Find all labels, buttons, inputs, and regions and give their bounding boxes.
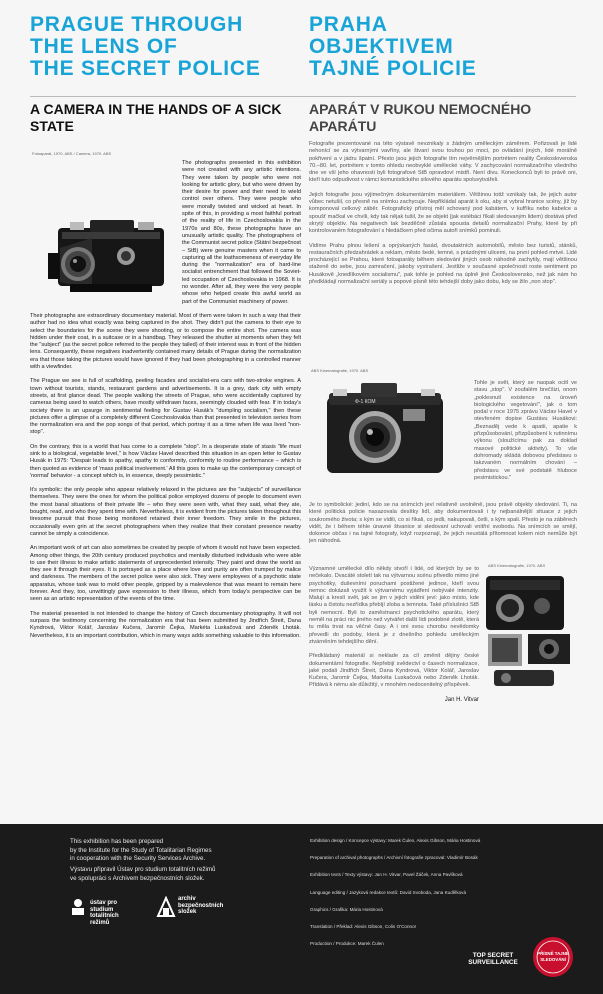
english-paragraph: The material presented is not intended to change the history of Czech documentary photography. It will not surpass the testimony concerning the normalization era that has been submitted by Jindřich Štreit, Dana Kyndrová, Viktor Kolář, Jaroslav Kučera, Jaromír Čejka, Markéta Luskačová and Zdeněk Lhoták. Nevertheless, it is an important contribution, which in many ways adds something valuable to this information. xyxy=(30,610,301,639)
footer-intro-czech: Výstavu připravil Ústav pro studium totalitních režimů ve spolupráci s Archivem bezpečnostních složek. xyxy=(70,866,216,882)
rangefinder-camera-photo xyxy=(309,375,459,493)
czech-paragraph: Fotografie prezentované na této výstavě nevznikaly s žádným uměleckým záměrem. Pořizovali je lidé nehonící se za výtvarnými vavříny, ale štvaní svou touhou po moci, po ovládání jiných, lidé morálně pokřivení a v jádru špatní. Přesto jsou jejich fotografie tím nejvěrnějším portrétem reality Československa 70.–80. let, portrétem v tomto ohledu neobvyklé umělecké váhy. V zachycování normalizačního všedního dne ve vší jeho ohavnosti byli fotografové StB opravdoví mistři. Není divu. Koneckonců byli to právě oni, kteří tuto odpudivost v rámci komunistického silového aparátu spoluvytvářeli. xyxy=(309,141,577,184)
credit-line: Exhibition texts / Texty výstavy: Jan H. Vitvar, Pavel Žáček, Anna Pavlíková xyxy=(310,872,463,878)
czech-text-narrow xyxy=(309,566,479,711)
photo-caption: Fotoaparát, 1970. ABS / Camera, 1970. ABS xyxy=(32,151,112,156)
top-secret-logo-text: TOP SECRET SURVEILLANCE xyxy=(468,952,518,967)
subtitle-czech: APARÁT V RUKOU NEMOCNÉHO APARÁTU xyxy=(309,101,532,134)
abs-logo-icon xyxy=(156,896,176,918)
credit-line: Language editing / Jazyková redakce textů: David Svoboda, Jana Kudělková xyxy=(310,889,467,895)
seal-text: PŘÍSNĚ TAJNÉ SLEDOVÁNÍ xyxy=(537,951,569,962)
photo-caption: ABS Kinematografie, 1970. ABS xyxy=(311,368,369,373)
czech-paragraph: Je to symbolické: jediní, kdo se na snímcích jeví relativně uvolněně, jsou právě objekty sledování. Ti, na které politická policie nasazovala desítky lidí, aby dokumentovali i ty nejbanálnější situace z jejich soukromého života; s kým se vídili, co si říkali, co jedli, nakupovali, četli, s kým spali. Přesto je na záběrech vidět, že i během téhle únavné štvanice si sledovaní uchovali vnitřní svobodu. Na snímcích se smějí, dokonce občas i na tajné fotografy, když rozpoznají, že jejich neustálá přítomnost kolem nich nemůže být jen náhodná. xyxy=(309,502,577,545)
sledovani-seal xyxy=(532,936,574,978)
ustr-logo-icon xyxy=(70,898,86,916)
czech-sidebar-text xyxy=(474,380,577,489)
footer xyxy=(0,824,603,994)
czech-paragraph: Jejich fotografie jsou výjimečným dokumentárním materiálem. Většinou totiž vznikaly tak, že jejich autor vůbec netušil, co přesně na snímku zachycuje. Nepřikládal aparát k oku, aby si vybral hranice scény, jíž by komponoval celkový záběr. Fotografický přístroj měl schovaný pod kabátem, v kufříku nebo kabelce a spoušť mačkal ve chvíli, kdy tak nějak tušil, že se objekt (jak estébáci říkali sledovaným lidem) dostává před skrytý objektiv. Na negativech tak bezděčně zůstala spousta detailů normalizační Prahy, které by při kontrolovaném fotografování s hledáčkem před očima autoři snímků pominuli. xyxy=(309,191,577,235)
subtitle-english: A CAMERA IN THE HANDS OF A SICK STATE xyxy=(30,101,282,134)
czech-text-top xyxy=(309,141,577,293)
english-paragraph: It's symbolic: the only people who appear relatively relaxed in the pictures are the "subjects" of surveillance themselves. They were the ones for whom the political police employed dozens of people to document even the most banal situations of their private life – who they were seen with, what they said, what they ate, bought, read, and who they spent time with. Nevertheless, it is evident from the pictures taken throughout this tiresome pursuit that those being monitored retained their inner freedom. They smile in the pictures, occasionally even grin at the secret photographers when they realize that their constant presence nearby cannot be simply a coincidence. xyxy=(30,487,301,537)
english-text-column xyxy=(30,160,301,647)
title-english: PRAGUE THROUGH THE LENS OF THE SECRET POLICE xyxy=(30,13,261,80)
spy-camera-kit-photo xyxy=(480,570,578,694)
ustr-logo-text: ústav pro studium totalitních režimů xyxy=(90,900,119,926)
credit-line: Production / Produkce: Marek Čulen xyxy=(310,941,384,947)
photo-caption: ABS Kinematografie, 1970. ABS xyxy=(488,563,546,568)
credits-list xyxy=(310,838,570,958)
svg-text:Ф-1 КОМ: Ф-1 КОМ xyxy=(355,399,376,405)
czech-paragraph: Tohle je svět, který se naopak ocitl ve stavu „stop". V zoufalém brečšizi, onom „poklesnutí existence na úroveň biologického vegetování", jak o tom podal v roce 1975 zprávu Václav Havel v otevřeném dopise Gustávu Husákovi: „Beznaděj vede k apatii, apatie k přizpůsobování, přizpůsobení k rutinnímu výkonu (sloužícímu pak za doklad masové politické aktivity). To vše dohromady skládá dobovou představu o takzvaném normálním chování – představu ve své podstatě hluboce pesimistickou." xyxy=(474,380,577,481)
english-paragraph: The photographs presented in this exhibition were not created with any artistic intentions. They were taken by people who were not looking for artistic glory, but who were driven by their desire for power and their need to wield control over others. They were people who were morally twisted and wicked at heart. In spite of this, in providing a most faithful portrait of the reality of life in Czechoslovakia in the 1970s and 80s, these photographs have an unusually artistic quality. The photographers of the Communist secret police (Státní bezpečnost – StB) were genuine masters when it came to capturing all the loathsomeness of everyday life during the "normalization" era of hard-line socialist entrenchment that followed the Soviet-led occupation of Czechoslovakia in 1968. It is no wonder. After all, they were the very people whose who helped create this awful world as part of the Communist machinery of power. xyxy=(182,160,301,305)
signature: Jan H. Vitvar xyxy=(444,696,479,703)
czech-paragraph: Významné umělecké dílo někdy stvoří i lidé, od kterých by se to nečekalo. Dvacáté století tak na výtvarnou scénu přivedlo mimo jiné psychotiky, duševními poruchami postižené jedince, kteří svou nemoc dokázali využít k výtvarnému vyjádření nebývalé intenzity. Malují a kreslí svět, jak se jim v jejich vidění jeví: jako místo, kde lásku a čistotu nezřídka přebíjí zloba a temnota. Také příslušníci StB byli nemocní. Byli to zaměstnanci psychotického aparátu, který neměl na práci nic jiného než vytvářet další lidi podobné zlotě, která tu měla trvat na věčné časy. A i oni svou chorobu nevědomky převedli do podoby, která je z dnešního pohledu uměleckým ztvárněním tehdejšího dění. xyxy=(309,566,479,645)
english-paragraph: An important work of art can also sometimes be created by people of whom it would not have been expected. Among other things, the 20th century produced psychotics and mentally disturbed individuals who were able to use their illness to make artistic statements of unprecedented intensity. They paint and draw the world as they see it through their eyes. It is portrayed as a place where love and purity are often trumped by malice and darkness. The members of the secret police were also sick. They were employees of a psychotic state apparatus, whose task was to mold other people, gripped by a malevolence that was meant to remain here forever. And they, too, unwittingly gave expression to their illness, which from today's perspective can be seen as an artistic representation of the events of the time. xyxy=(30,545,301,603)
czech-text-middle xyxy=(309,502,577,553)
abs-logo-text: archiv bezpečnostních složek xyxy=(178,896,224,916)
top-secret-logo xyxy=(458,952,528,967)
czech-paragraph: Vidíme Prahu plnou lešení a oprýskaných fasád, dvoutaktních automobilů, město bez turistů, stánků, restauračních předzahrádek a reklam, město šedé, temné, s prázdnými ulicemi, na první pohled mrtvé. Lidé procházející se Prahou, které fotoaparáty během sledování jiných osob náhodně zachytily, mají většinou staženě do sebe, jsou zamračení, jakoby vystrašení. Jestliže v současné společnosti roste sentiment po Husákově „knedlíkovém socialismu", pak tohle je pohled na úplně jiné Československo, než jak nám ho předkládají normalizační seriály a popové písně této tehdejší doby jako dobu, kdy se žilo „non stop". xyxy=(309,242,577,286)
english-paragraph: On the contrary, this is a world that has come to a complete "stop". In a desperate state of stasis "life must sink to a biological, vegetable level," is how Václav Havel described this situation in an open letter to Gustav Husák in 1975: "Despair leads to apathy, apathy to conformity, conformity to routine performance – which is then quoted as evidence of 'mass political involvement.' All this goes to make up the contemporary concept of 'normal' behavior - a concept which is, in essence, deeply pessimistic." xyxy=(30,443,301,479)
header-divider xyxy=(30,96,576,97)
footer-intro-english: This exhibition has been prepared by the Institute for the Study of Totalitarian Regimes in cooperation with the Security Services Archive. xyxy=(70,838,212,862)
title-czech: PRAHA OBJEKTIVEM TAJNÉ POLICIE xyxy=(309,13,477,80)
czech-paragraph: Předkládaný materiál si neklade za cíl změnit dějiny české dokumentární fotografie. Nepřebijí svědectví o časech normalizace, jaké podali Jindřich Štreit, Dana Kyndrová, Viktor Kolář, Jaroslav Kučera, Jaromír Čejka, Markéta Luskačová nebo Zdeněk Lhoták. Přidává k nému ale důležitý, v mnohém nedocenitelný příspěvek. xyxy=(309,653,479,689)
credit-line: Translation / Překlad: Alexis Gibson, Colin O'Connor xyxy=(310,923,417,929)
english-paragraph: The Prague we see is full of scaffolding, peeling facades and socialist-era cars with two-stroke engines. A town without tourists, stands, restaurant gardens and advertisements. It is a grey, dark city with empty streets, at first glance dead. The people walking the streets of Prague, who were accidentally captured by cameras being used to watch others, have mostly withdrawn faces, seemingly clouded with fear. If in today's society there is an upsurge in sentimental feeling for Gustav Husák's "dumpling socialism," then these pictures offer a glimpse of a completely different Czechoslovakia than that presented in television series from the normalization era and the pop songs of that period, which portray it as a time when life was lived "non-stop". xyxy=(30,378,301,436)
credit-line: Exhibition design / Koncepce výstavy: Marek Čulen, Alexis Gibson, Mária Hostinová xyxy=(310,838,481,843)
english-paragraph: Their photographs are extraordinary documentary material. Most of them were taken in such a way that their author had no idea what exactly was being captured in the shot. They didn't put the camera to their eye to select the boundaries for the scene they were shooting, or to compose the entire shot. The camera was hidden under their coat, in a suitcase or in a handbag. They released the shutter at moments when they felt the "subject" (as the secret police referred to the people they tailed) of their interest was in front of the hidden lens. Consequently, these negatives inadvertently contained many details of Prague during the normalization era that those taking the pictures would have ignored if they had been photographing in a controlled manner with a viewfinder. xyxy=(30,312,301,371)
credit-line: Graphics / Grafika: Mária Hostinová xyxy=(310,906,383,912)
credit-line: Preparation of archival photographs / Archivní fotografie zpracoval: Vladimír Bosák xyxy=(310,855,478,861)
